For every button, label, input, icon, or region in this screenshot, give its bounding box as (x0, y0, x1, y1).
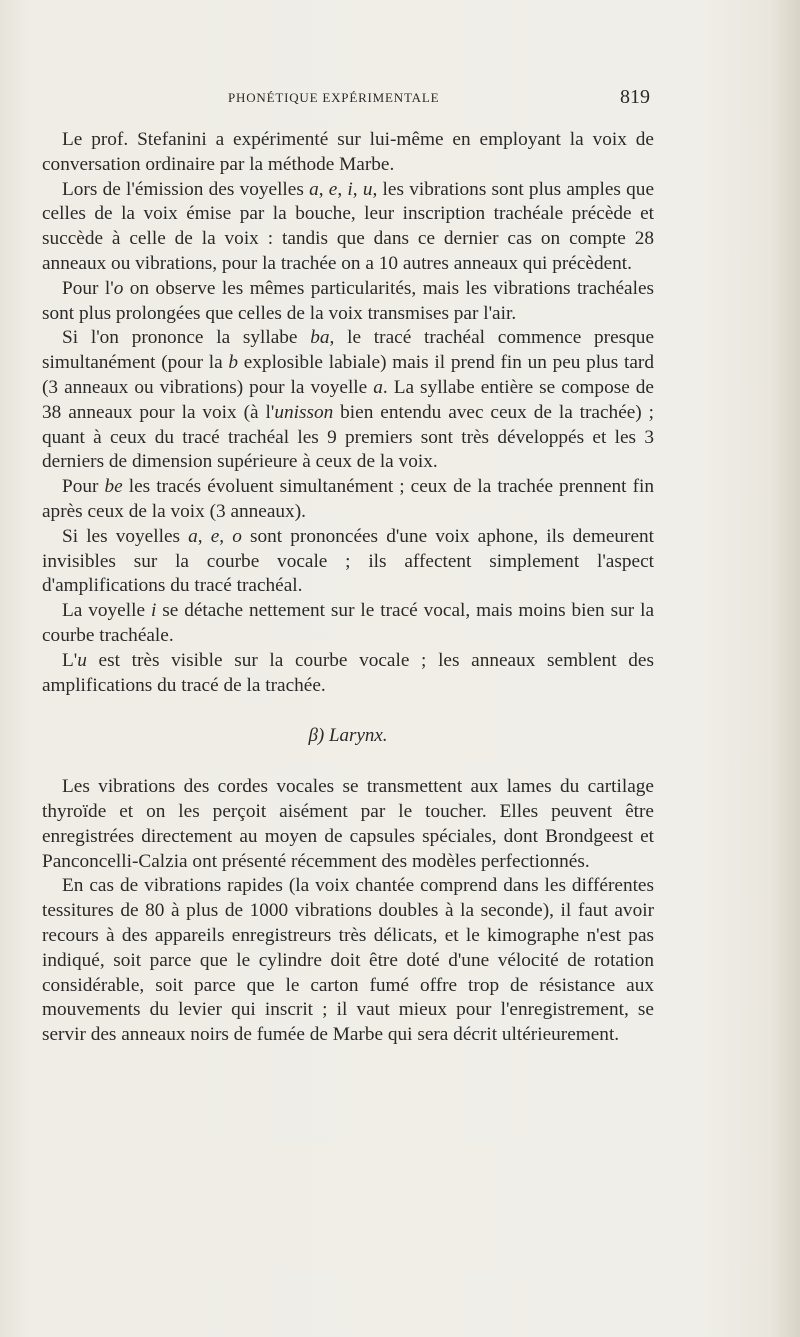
text-run: Lors de l'émission des voyelles (62, 178, 310, 200)
section-heading: β) Larynx. (308, 725, 388, 747)
paragraph-p1: Le prof. Stefanini a expérimenté sur lui-même en employant la voix de conversation ordinaire par la méthode Marbe. (42, 129, 654, 175)
italic-term: ba (310, 327, 330, 349)
paragraph-p10: En cas de vibrations rapides (la voix chantée comprend dans les différentes tessitures de 80 à plus de 1000 vibrations doubles à la seconde), il faut avoir recours à des appareils enregistreurs très délicats, et le kimographe n'est pas indiqué, soit parce que le cylindre doit être doté d'une vélocité de rotation considérable, soit parce que le carton fumé offre trop de résistance aux mouvements du levier qui inscrit ; il vaut mieux pour l'enregistrement, se servir des anneaux noirs de fumée de Marbe qui sera décrit ultérieurement. (42, 875, 654, 1046)
text-run: Pour l' (62, 277, 114, 299)
text-run: , le tracé trachéal commence presque simultanément (pour la (42, 327, 654, 374)
italic-term: u (77, 649, 87, 671)
text-run: , (318, 178, 329, 200)
italic-term: a (373, 376, 383, 398)
paragraph-group-trachea (42, 128, 654, 698)
text-run: est très visible sur la courbe vocale ; les anneaux semblent des amplifications du tracé de la trachée. (42, 649, 654, 696)
italic-term: e (328, 178, 338, 200)
text-run: L' (62, 649, 78, 671)
paragraph-p4 (42, 326, 654, 475)
italic-term: e (210, 525, 220, 547)
page-number: 819 (620, 86, 650, 108)
italic-term: a (188, 525, 198, 547)
text-run: , (197, 525, 211, 547)
paragraph-p6 (42, 525, 654, 599)
paragraph-p3 (42, 277, 654, 327)
text-run: on observe les mêmes particularités, mais les vibrations trachéales sont plus prolongées que celles de la voix transmises par l'air. (42, 277, 655, 324)
running-head: PHONÉTIQUE EXPÉRIMENTALE (228, 90, 440, 105)
italic-term: o (113, 277, 124, 299)
text-run: , (219, 525, 233, 547)
text-run: les tracés évoluent simultanément ; ceux de la trachée prennent fin après ceux de la voix (3 anneaux). (42, 476, 654, 522)
italic-term: b (228, 352, 239, 374)
italic-term: unisson (274, 401, 334, 423)
italic-term: i (150, 600, 157, 622)
italic-term: a (309, 178, 319, 200)
text-run: , (337, 178, 348, 200)
paragraph-p7 (42, 599, 654, 649)
paragraph-p2 (42, 178, 654, 277)
italic-term: u (362, 178, 373, 200)
paragraph-p9: Les vibrations des cordes vocales se transmettent aux lames du cartilage thyroïde et on les perçoit aisément par le toucher. Elles peuvent être enregistrées directement au moyen de capsules spéciales, dont Brondgeest et Panconcelli-Calzia ont présenté récemment des modèles perfectionnés. (42, 776, 654, 872)
paragraph-group-larynx (42, 775, 654, 1048)
text-run: Si les voyelles (62, 525, 189, 547)
body-text (42, 128, 654, 1048)
italic-term: be (104, 476, 123, 498)
text-run: explosible labiale) mais il prend fin un peu plus tard (3 anneaux ou vibrations) pour la voyelle (42, 352, 654, 398)
italic-term: i (347, 178, 353, 200)
paragraph-p8 (42, 649, 654, 699)
page-header (60, 88, 650, 114)
italic-term: o (232, 525, 242, 547)
text-run: , les vibrations sont plus amples que celles de la voix émise par la bouche, leur inscription trachéale précède et succède à celle de la voix : tandis que dans ce dernier cas on compte 28 anneaux ou vibrations, pour la trachée on a 10 autres anneaux qui précèdent. (42, 178, 655, 274)
text-run: bien entendu avec ceux de la trachée) ; quant à ceux du tracé trachéal les 9 premiers sont très développés et les 3 derniers de dimension supérieure à ceux de la voix. (42, 401, 654, 473)
text-run: , (352, 178, 363, 200)
paragraph-p5 (42, 475, 654, 525)
text-run: sont prononcées d'une voix aphone, ils demeurent invisibles sur la courbe vocale ; ils affectent simplement l'aspect d'amplifications du tracé trachéal. (42, 525, 655, 597)
text-run: Si l'on prononce la syllabe (62, 327, 311, 349)
text-run: La voyelle (62, 600, 151, 622)
text-run: se détache nettement sur le tracé vocal, mais moins bien sur la courbe trachéale. (42, 600, 654, 646)
text-run: . La syllabe entière se compose de 38 anneaux pour la voix (à l' (42, 376, 654, 423)
text-run: Pour (62, 476, 105, 498)
